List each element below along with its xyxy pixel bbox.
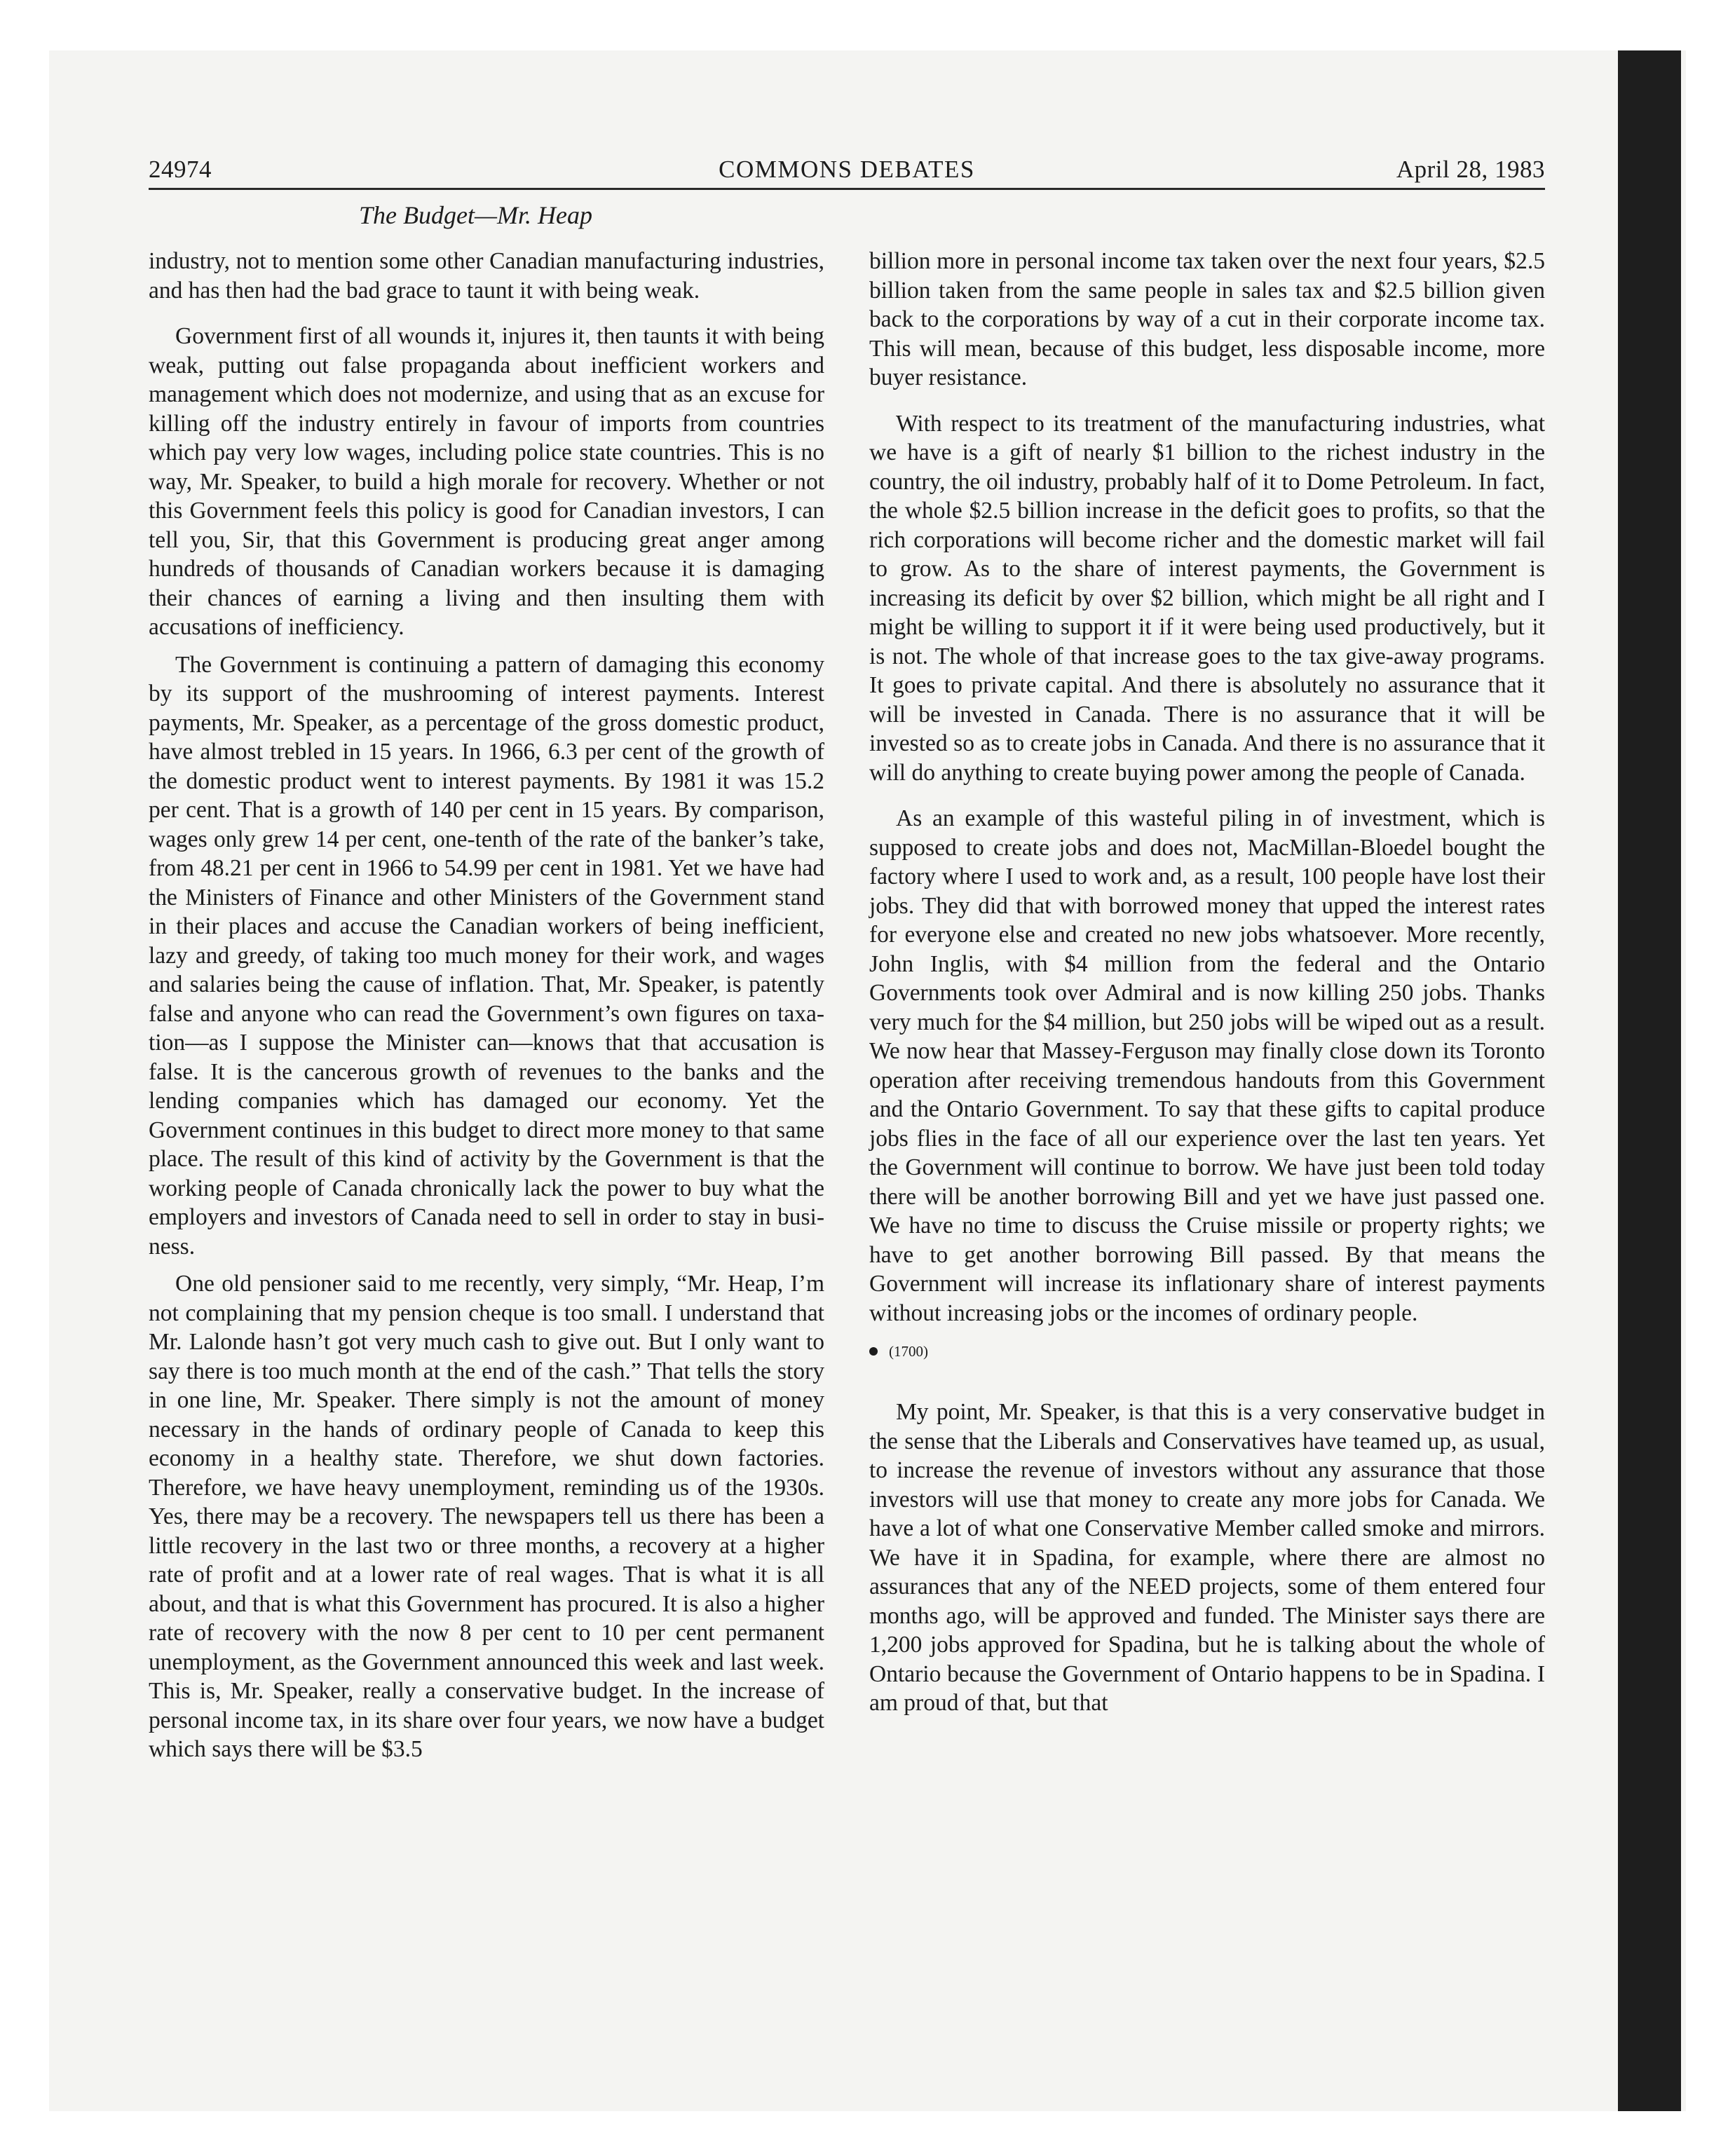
bullet-icon: [869, 1347, 878, 1356]
paragraph: With respect to its treatment of the manufacturing industries, what we have is a gift of nearly $1 billion to the richest industry in the country, the oil industry, probably half of it to Dome Petroleum. In fact, the whole $2.5 billion increase in the deficit goes to profits, so that the rich corporations will become richer and the domestic market will fail to grow. As to the share of interest payments, the Government is increasing its deficit by over $2 billion, which might be all right and I might be willing to support it if it were being used productively, but it is not. The whole of that increase goes to the tax give-away programs. It goes to private capital. And there is absolutely no assurance that it will be invested in Canada. There is no assurance that it will be invested so as to create jobs in Canada. And there is no assurance that it will do anything to create buying power among the people of Canada.: [869, 410, 1545, 786]
time-marker-label: (1700): [889, 1343, 928, 1360]
running-head: [149, 156, 1545, 186]
right-column: [869, 247, 1545, 1726]
paragraph: The Government is continuing a pattern of damaging this economy by its support of the mushrooming of interest payments. Interest payments, Mr. Speaker, as a percentage of the gross domestic product, have almost trebled in 15 years. In 1966, 6.3 per cent of the growth of the domestic product went to interest payments. By 1981 it was 15.2 per cent. That is a growth of 140 per cent in 15 years. By comparison, wages only grew 14 per cent, one-tenth of the rate of the banker’s take, from 48.21 per cent in 1966 to 54.99 per cent in 1981. Yet we have had the Ministers of Finance and other Ministers of the Government stand in their places and accuse the Canadian workers of being inefficient, lazy and greedy, of taking too much money for their work, and wages and salaries being the cause of inflation. That, Mr. Speaker, is patently false and anyone who can read the Government’s own figures on taxation—as I suppose the Minister can—knows that that accusation is false. It is the cancerous growth of revenues to the banks and the lending companies which has damaged our economy. Yet the Government continues in this budget to direct more money to that same place. The result of this kind of activity by the Government is that the working people of Canada chronically lack the power to buy what the employers and investors of Canada need to sell in order to stay in business.: [149, 651, 824, 1260]
header-rule: [149, 188, 1545, 190]
page-number: 24974: [149, 156, 212, 183]
paragraph: My point, Mr. Speaker, is that this is a very conservative budget in the sense that the Liberals and Conservatives have teamed up, as usual, to increase the revenue of investors without any assurance that those investors will use that money to create any more jobs for Canada. We have a lot of what one Conservative Member called smoke and mirrors. We have it in Spadina, for example, where there are almost no assurances that any of the NEED projects, some of them entered four months ago, will be approved and funded. The Minister says there are 1,200 jobs approved for Spadina, but he is talking about the whole of Ontario because the Government of Ontario happens to be in Spadina. I am proud of that, but that: [869, 1399, 1545, 1716]
binding-shadow: [1618, 50, 1681, 2111]
page-date: April 28, 1983: [1396, 156, 1545, 183]
paragraph: Government first of all wounds it, injures it, then taunts it with being weak, putting out false propaganda about inefficient workers and management which does not modernize, and using that as an excuse for killing off the industry entirely in favour of imports from countries which pay very low wages, including police state countries. This is no way, Mr. Speaker, to build a high morale for recovery. Whether or not this Government feels this policy is good for Canadian investors, I can tell you, Sir, that this Government is producing great anger among hundreds of thousands of Canadian workers because it is damaging their chances of earning a living and then insulting them with accusations of inefficiency.: [149, 323, 824, 640]
paragraph: One old pensioner said to me recently, very simply, “Mr. Heap, I’m not complaining that my pension cheque is too small. I understand that Mr. Lalonde hasn’t got very much cash to give out. But I only want to say there is too much month at the end of the cash.” That tells the story in one line, Mr. Speaker. There simply is not the amount of money necessary in the hands of ordinary people of Canada to keep this economy in a healthy state. Therefore, we shut down factories. Therefore, we have heavy unemployment, reminding us of the 1930s. Yes, there may be a recovery. The newspapers tell us there has been a little recovery in the last two or three months, a recovery at a higher rate of profit and at a lower rate of real wages. That is what it is all about, and that is what this Government has procured. It is also a higher rate of recovery with the now 8 per cent to 10 per cent permanent unemployment, as the Government announced this week and last week. This is, Mr. Speaker, really a conservative budget. In the increase of personal income tax, in its share over four years, we now have a budget which says there will be $3.5: [149, 1271, 824, 1762]
paragraph: industry, not to mention some other Canadian manufacturing industries, and has then had the bad grace to taunt it with being weak.: [149, 248, 824, 303]
section-title: The Budget—Mr. Heap: [359, 201, 592, 229]
journal-title: COMMONS DEBATES: [719, 156, 975, 183]
left-column: [149, 247, 824, 1773]
paragraph: billion more in personal income tax taken over the next four years, $2.5 billion taken from the same people in sales tax and $2.5 billion given back to the corporations by way of a cut in their corporate income tax. This will mean, because of this budget, less disposable income, more buyer resistance.: [869, 248, 1545, 390]
time-marker: [869, 1343, 1545, 1360]
paragraph: As an example of this wasteful piling in of investment, which is supposed to create jobs and does not, MacMillan-Bloedel bought the factory where I used to work and, as a result, 100 people have lost their jobs. They did that with borrowed money that upped the interest rates for everyone else and created no new jobs whatsoever. More recently, John Inglis, with $4 million from the federal and the Ontario Governments took over Admiral and is now killing 250 jobs. Thanks very much for the $4 million, but 250 jobs will be wiped out as a result. We now hear that Massey-Ferguson may finally close down its Toronto operation after receiving tremendous handouts from this Government and the Ontario Government. To say that these gifts to capital produce jobs flies in the face of all our experience over the last ten years. Yet the Government will continue to borrow. We have just been told today there will be another borrowing Bill and yet we have just passed one. We have no time to discuss the Cruise missile or property rights; we have to get another borrowing Bill passed. By that means the Government will increase its inflationary share of interest payments without increasing jobs or the incomes of ordinary people.: [869, 805, 1545, 1326]
